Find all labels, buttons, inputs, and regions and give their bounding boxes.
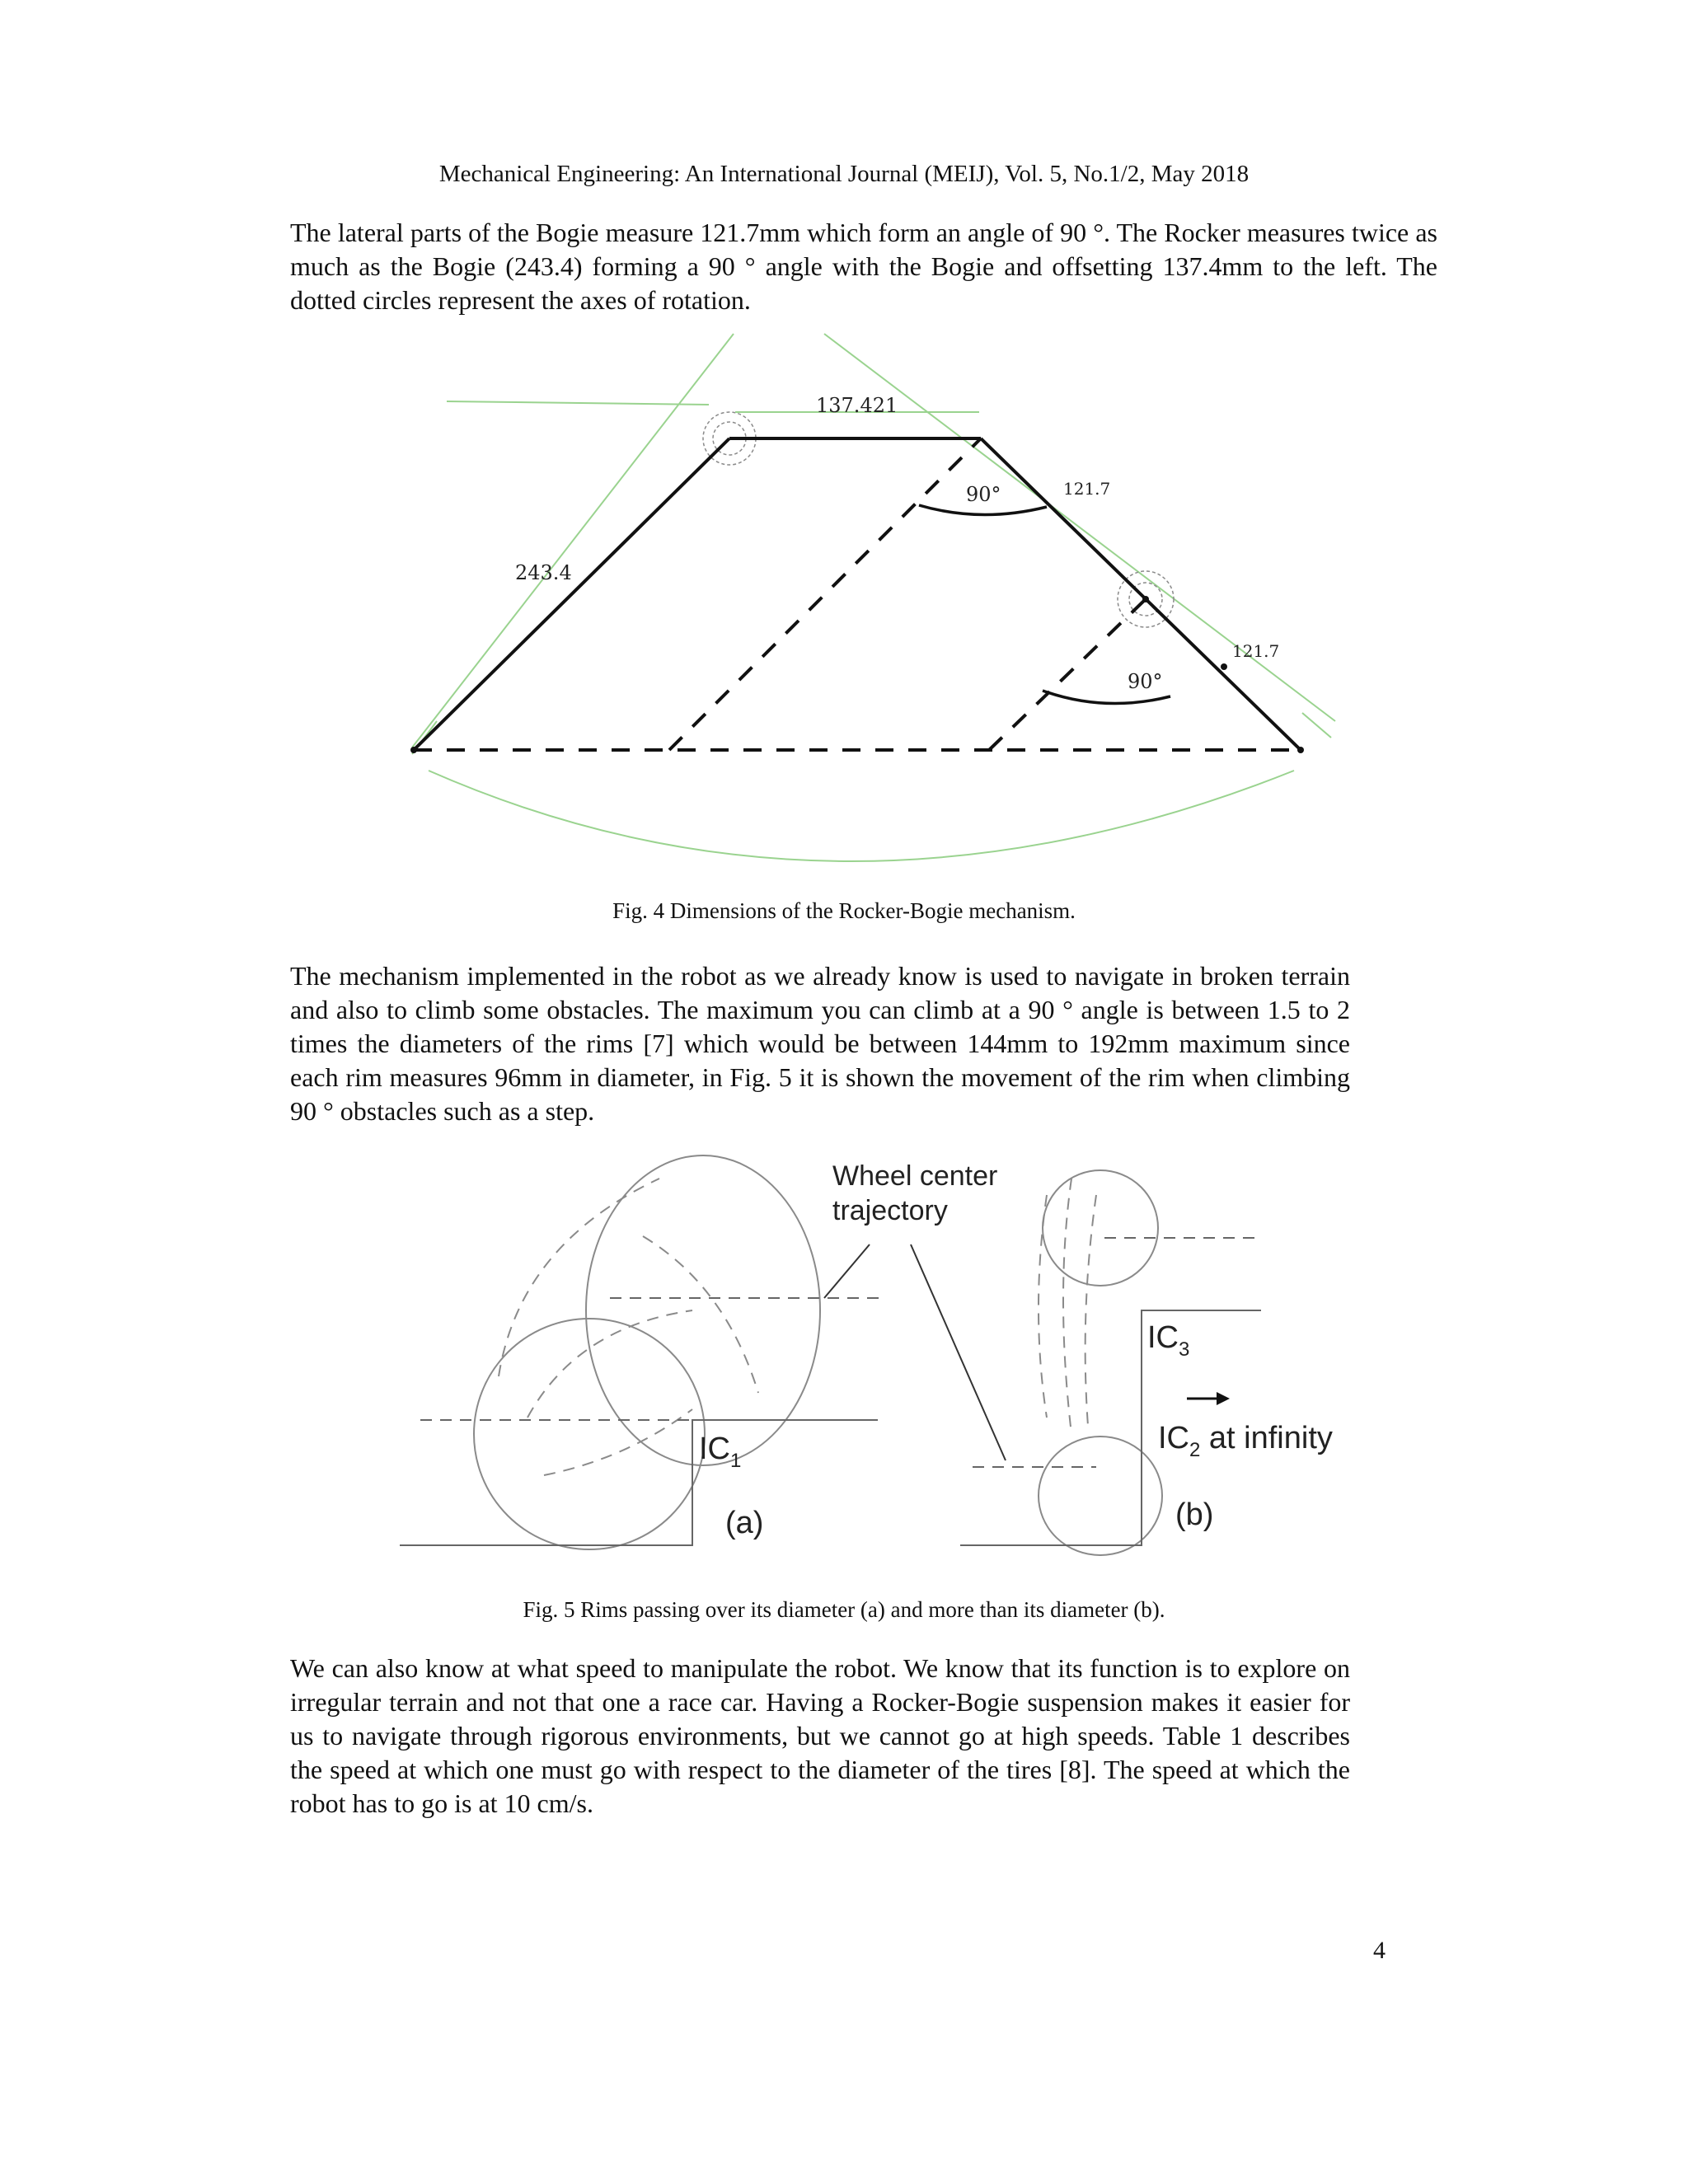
dim-right-upper-label: 121.7: [1063, 479, 1111, 499]
ic3-label: $IC_3$: [1147, 1320, 1190, 1361]
rotation-axis-circles: [703, 412, 1174, 627]
dim-left-label: 243.4: [515, 561, 572, 584]
panel-a-wheels: [474, 1155, 820, 1549]
paragraph-robot-speed: We can also know at what speed to manipulate the robot. We know that its function is to explore on irregular terrain and not that one a race car. Having a Rocker-Bogie suspension makes it easier for us to navigate through rigorous environments, but we cannot go at high speeds. Table 1 describes the speed at which one must go with respect to the diameter of the tires [8]. The speed at which the robot has to go is at 10 cm/s.: [290, 1653, 1350, 1818]
running-header: Mechanical Engineering: An International Journal (MEIJ), Vol. 5, No.1/2, May 2018: [438, 161, 1250, 187]
figure-4-rocker-bogie-diagram: [379, 326, 1352, 837]
figure-5-caption: Fig. 5 Rims passing over its diameter (a) and more than its diameter (b).: [523, 1597, 1165, 1622]
ic2-label: $IC_2$ at infinity: [1158, 1421, 1333, 1461]
dim-right-lower-label: 121.7: [1232, 641, 1280, 661]
panel-b-wheels: [1039, 1170, 1162, 1555]
panel-a-label: (a): [725, 1506, 764, 1540]
page-number: 4: [1373, 1937, 1386, 1964]
paragraph-climbing-obstacles: The mechanism implemented in the robot as we already know is used to navigate in broken terrain and also to climb some obstacles. The maximum you can climb at a 90 ° angle is between 1.5 to 2 times the diameters of the rims [7] which would be between 144mm to 192mm maximum since each rim measures 96mm in diameter, in Fig. 5 it is shown the movement of the rim when climbing 90 ° obstacles such as a step.: [290, 961, 1350, 1126]
ic1-label: $IC_1$: [699, 1432, 742, 1472]
paragraph-bogie-dimensions: The lateral parts of the Bogie measure 121.7mm which form an angle of 90 °. The Rocker measures twice as much as the Bogie (243.4) forming a 90 ° angle with the Bogie and offsetting 137.4mm to the left. The dotted circles represent the axes of rotation.: [290, 218, 1437, 315]
callout-trajectory-line2: trajectory: [832, 1195, 948, 1226]
callout-wheel-center-line1: Wheel center: [832, 1160, 998, 1192]
dim-top-label: 137.421: [816, 394, 898, 417]
callout-leader-lines: [824, 1244, 1006, 1460]
angle-upper-label: 90°: [966, 483, 1001, 506]
figure-5-wheel-climbing-diagram: [396, 1146, 1335, 1574]
ic2-arrow: [1187, 1392, 1230, 1405]
panel-a-terrain: [400, 1298, 882, 1545]
figure-4-caption: Fig. 4 Dimensions of the Rocker-Bogie mechanism.: [612, 898, 1076, 923]
panel-b-label: (b): [1175, 1497, 1214, 1532]
angle-lower-label: 90°: [1128, 670, 1163, 693]
